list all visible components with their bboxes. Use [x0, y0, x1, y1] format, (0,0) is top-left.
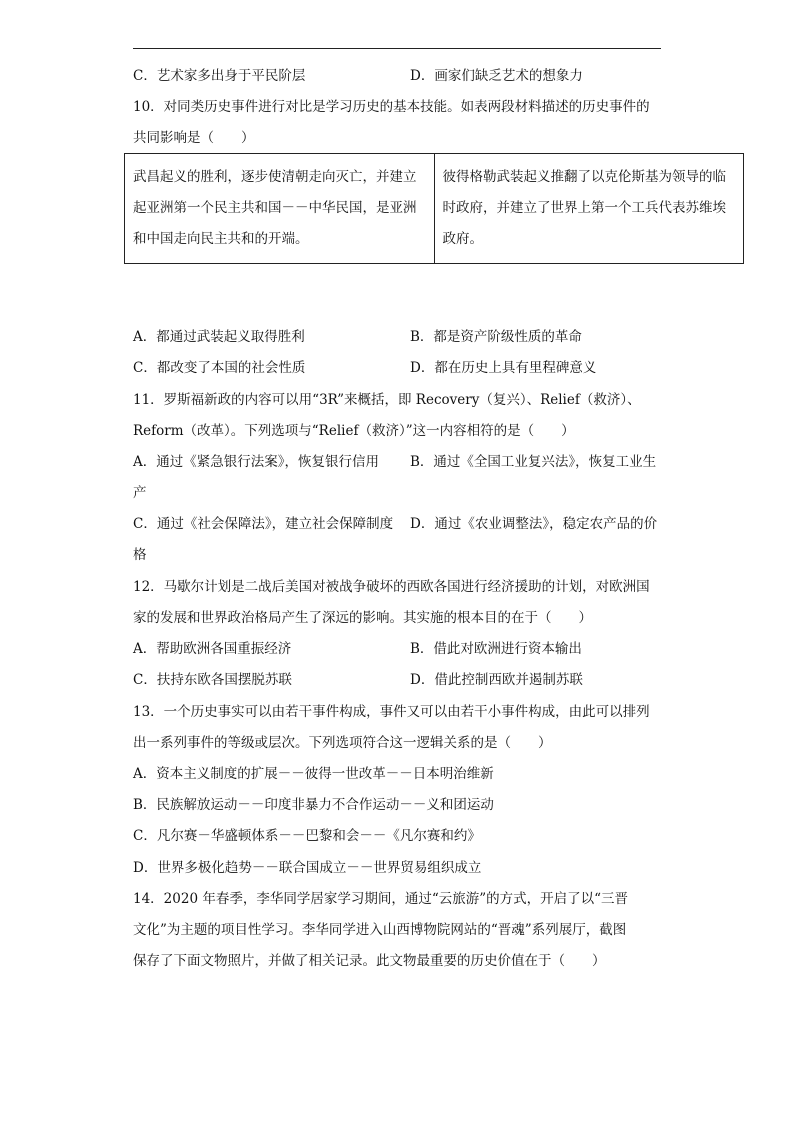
- prev-option-d[interactable]: D．画家们缺乏艺术的想象力: [410, 68, 583, 84]
- q14-stem-line1: 14．2020 年春季，李华同学居家学习期间，通过“云旅游”的方式，开启了以“三晋: [133, 891, 629, 907]
- q13-stem-line1: 13．一个历史事实可以由若干事件构成，事件又可以由若干小事件构成，由此可以排列: [133, 704, 650, 720]
- prev-option-c[interactable]: C．艺术家多出身于平民阶层: [133, 68, 306, 84]
- q13-option-d[interactable]: D．世界多极化趋势－－联合国成立－－世界贸易组织成立: [133, 860, 482, 876]
- q13-option-b[interactable]: B．民族解放运动－－印度非暴力不合作运动－－义和团运动: [133, 797, 494, 813]
- q14-stem-line3: 保存了下面文物照片，并做了相关记录。此文物最重要的历史价值在于（ ）: [133, 953, 606, 969]
- q10-option-b[interactable]: B．都是资产阶级性质的革命: [410, 329, 582, 345]
- q10-table-left-cell: 武昌起义的胜利，逐步使清朝走向灭亡，并建立起亚洲第一个民主共和国－－中华民国，是亚洲和中国走向民主共和的开端。: [125, 154, 435, 264]
- header-rule: [133, 48, 661, 49]
- q13-stem-line2: 出一系列事件的等级或层次。下列选项符合这一逻辑关系的是（ ）: [133, 735, 552, 751]
- q10-comparison-table: [124, 153, 744, 264]
- q12-stem-line1: 12．马歇尔计划是二战后美国对被战争破坏的西欧各国进行经济援助的计划，对欧洲国: [133, 579, 650, 595]
- q11-option-b[interactable]: B．通过《全国工业复兴法》，恢复工业生: [410, 454, 657, 470]
- q12-stem-line2: 家的发展和世界政治格局产生了深远的影响。其实施的根本目的在于（ ）: [133, 610, 592, 626]
- q11-stem-line1: 11．罗斯福新政的内容可以用“3R”来概括，即 Recovery（复兴）、Relief（救济）、: [133, 392, 641, 408]
- q10-option-c[interactable]: C．都改变了本国的社会性质: [133, 360, 306, 376]
- q11-option-c[interactable]: C．通过《社会保障法》，建立社会保障制度: [133, 516, 394, 532]
- q10-option-d[interactable]: D．都在历史上具有里程碑意义: [410, 360, 597, 376]
- q14-stem-line2: 文化”为主题的项目性学习。李华同学进入山西博物院网站的“晋魂”系列展厅，截图: [133, 922, 627, 938]
- q11-option-d[interactable]: D．通过《农业调整法》，稳定农产品的价: [410, 516, 658, 532]
- q10-table-right-cell: 彼得格勒武装起义推翻了以克伦斯基为领导的临时政府，并建立了世界上第一个工兵代表苏维埃政府。: [434, 154, 744, 264]
- q12-option-d[interactable]: D．借此控制西欧并遏制苏联: [410, 672, 583, 688]
- q11-option-d-wrap: 格: [133, 547, 147, 563]
- q10-option-a[interactable]: A．都通过武装起义取得胜利: [133, 329, 305, 345]
- q13-option-c[interactable]: C．凡尔赛－华盛顿体系－－巴黎和会－－《凡尔赛和约》: [133, 828, 481, 844]
- q12-option-c[interactable]: C．扶持东欧各国摆脱苏联: [133, 672, 292, 688]
- q12-option-b[interactable]: B．借此对欧洲进行资本输出: [410, 641, 582, 657]
- q10-stem-line2: 共同影响是（ ）: [133, 130, 255, 146]
- q11-stem-line2: Reform（改革）。下列选项与“Relief（救济）”这一内容相符的是（ ）: [133, 423, 575, 439]
- q13-option-a[interactable]: A．资本主义制度的扩展－－彼得一世改革－－日本明治维新: [133, 766, 494, 782]
- q12-option-a[interactable]: A．帮助欧洲各国重振经济: [133, 641, 292, 657]
- q11-option-a[interactable]: A．通过《紧急银行法案》，恢复银行信用: [133, 454, 379, 470]
- q11-option-b-wrap: 产: [133, 485, 147, 501]
- q10-stem-line1: 10．对同类历史事件进行对比是学习历史的基本技能。如表两段材料描述的历史事件的: [133, 99, 650, 115]
